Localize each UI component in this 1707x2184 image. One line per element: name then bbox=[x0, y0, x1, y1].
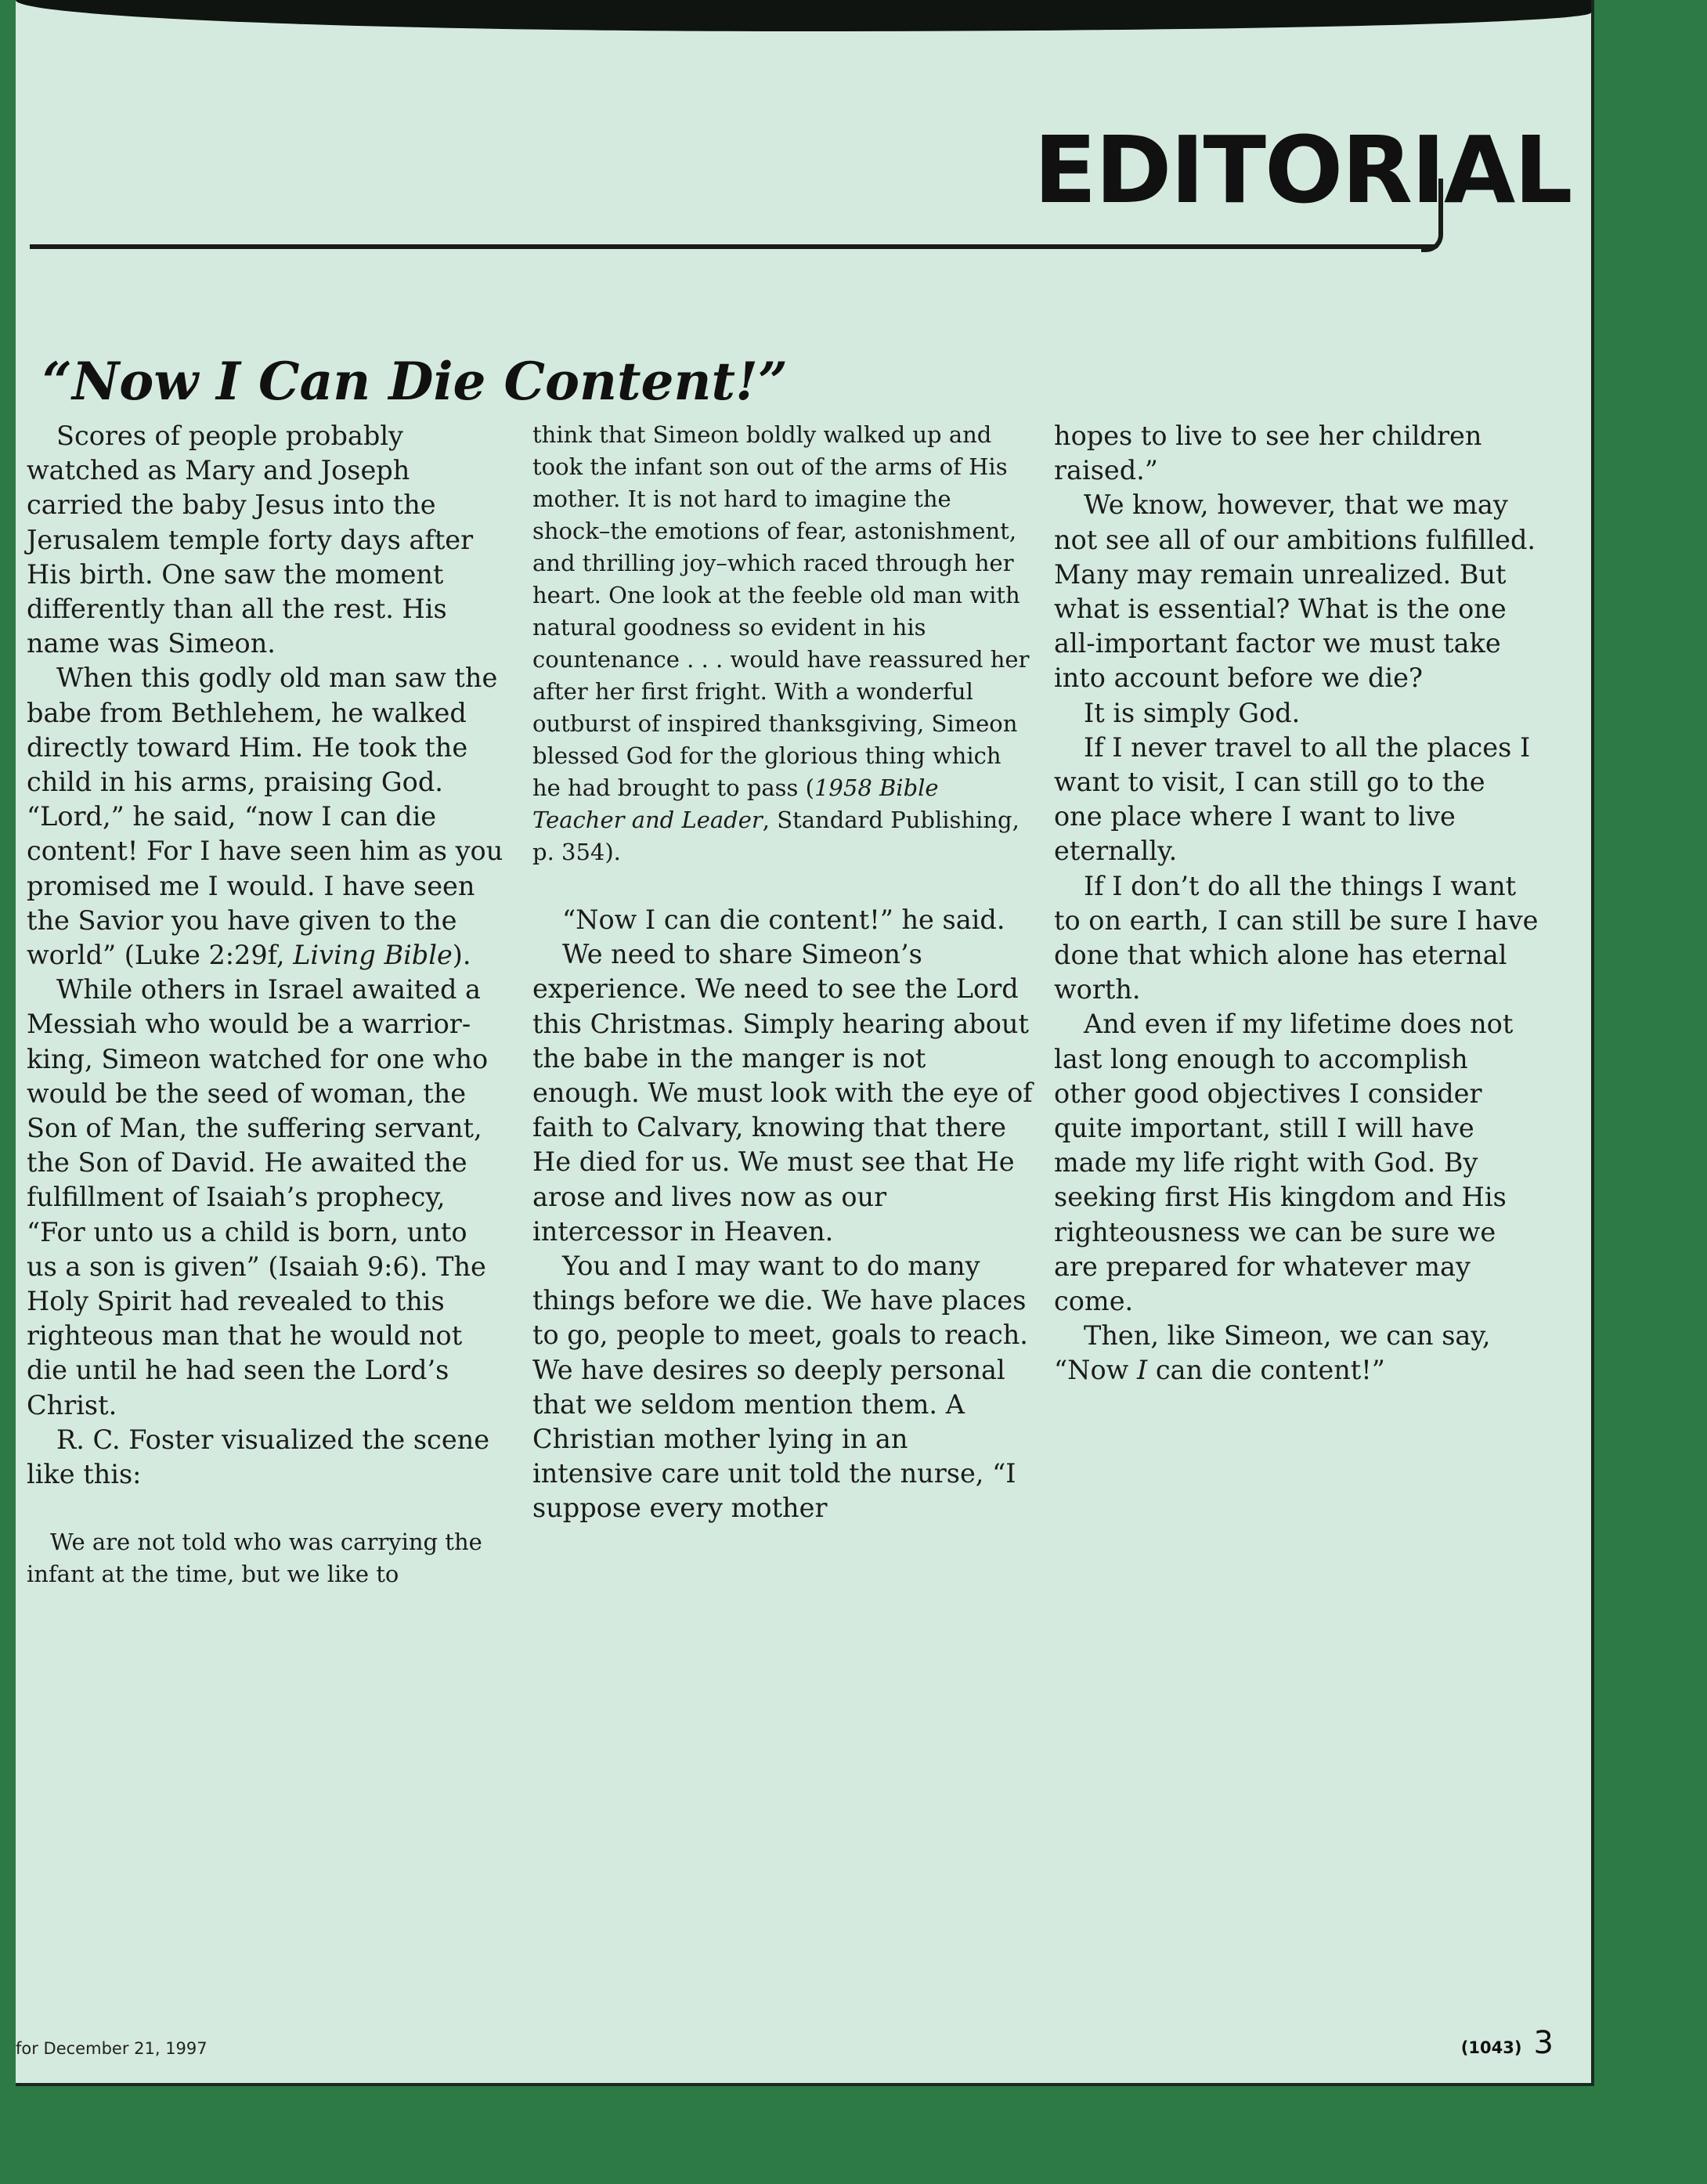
paragraph: It is simply God. bbox=[1084, 697, 1301, 728]
block-quote-start bbox=[27, 1526, 504, 1590]
paragraph bbox=[27, 661, 504, 973]
paragraph-text: can die content!” bbox=[1147, 1355, 1385, 1386]
footer-date: for December 21, 1997 bbox=[16, 2039, 208, 2058]
paragraph: We know, however, that we may not see all of our ambitions fulfilled. Many may remain unrealized. But what is essential? What is the one all-important factor we must take into account before we die? bbox=[1054, 489, 1536, 694]
paragraph: If I don’t do all the things I want to on earth, I can still be sure I have done that which alone has eternal worth. bbox=[1054, 870, 1539, 1005]
quote-text: We are not told who was carrying the infant at the time, but we like to bbox=[27, 1529, 482, 1588]
issue-code: (1043) bbox=[1460, 2038, 1522, 2057]
paragraph: And even if my lifetime does not last long enough to accomplish other good objectives I consider quite important, still I will have made my life right with God. By seeking first His kingdom and His righteousness we can be sure we are prepared for whatever may come. bbox=[1054, 1009, 1514, 1317]
paragraph: If I never travel to all the places I want to visit, I can still go to the one place where I want to live eternally. bbox=[1054, 731, 1531, 867]
column-1 bbox=[27, 419, 504, 1590]
magazine-page bbox=[16, 0, 1594, 2086]
block-quote bbox=[532, 419, 1034, 868]
paragraph: Scores of people probably watched as Mary and Joseph carried the baby Jesus into the Jerusalem temple forty days after His birth. One saw the moment differently than all the rest. His name was Simeon. bbox=[27, 421, 474, 659]
quote-text-b: , Standard Publishing, p. 354). bbox=[532, 807, 1020, 865]
paragraph-text: ). bbox=[452, 940, 471, 971]
citation: Living Bible bbox=[293, 940, 453, 971]
quote-text bbox=[532, 419, 1034, 868]
paragraph: R. C. Foster visualized the scene like this: bbox=[27, 1424, 490, 1490]
paragraph: We need to share Simeon’s experience. We need to see the Lord this Christmas. Simply hearing about the babe in the manger is not enough. We must look with the eye of faith to Calvary, knowing that there He died for us. We must see that He arose and lives now as our intercessor in Heaven. bbox=[532, 939, 1033, 1247]
emphasis: I bbox=[1136, 1355, 1148, 1386]
paragraph: While others in Israel awaited a Messiah who would be a warrior-king, Simeon watched for one who would be the seed of woman, the Son of Man, the suffering servant, the Son of David. He awaited the fulfillment of Isaiah’s prophecy, “For unto us a child is born, unto us a son is given” (Isaiah 9:6). The Holy Spirit had revealed to this righteous man that he would not die until he had seen the Lord’s Christ. bbox=[27, 974, 489, 1421]
paragraph bbox=[1054, 1319, 1539, 1388]
paragraph: hopes to live to see her children raised.” bbox=[1054, 421, 1482, 486]
quote-citation: 1958 Bible Teacher and Leader bbox=[532, 774, 939, 833]
header-rule bbox=[30, 244, 1439, 249]
page-top-shadow bbox=[16, 0, 1591, 31]
footer-page bbox=[1461, 2025, 1554, 2061]
column-2 bbox=[532, 419, 1034, 1526]
paragraph: You and I may want to do many things before we die. We have places to go, people to meet, goals to reach. We have desires so deeply personal that we seldom mention them. A Christian mother lying in an intensive care unit told the nurse, “I suppose every mother bbox=[532, 1251, 1028, 1524]
page-number: 3 bbox=[1533, 2025, 1554, 2061]
quote-text-a: think that Simeon boldly walked up and took the infant son out of the arms of His mother. It is not hard to imagine the shock–the emotions of fear, astonishment, and thrilling joy–which raced through her heart. One look at the feeble old man with natural goodness so evident in his countenance . . . would have reassured her after her first fright. With a wonderful outburst of inspired thanksgiving, Simeon blessed God for the glorious thing which he had brought to pass ( bbox=[532, 421, 1030, 801]
headline: “Now I Can Die Content!” bbox=[42, 351, 788, 412]
column-3 bbox=[1054, 419, 1539, 1388]
paragraph-text: Then, like Simeon, we can say, “Now bbox=[1054, 1320, 1491, 1386]
paragraph-text: When this godly old man saw the babe from Bethlehem, he walked directly toward Him. He took the child in his arms, praising God. “Lord,” he said, “now I can die content! For I have seen him as you promised me I would. I have seen the Savior you have given to the world” (Luke 2:29f, bbox=[27, 662, 503, 971]
section-tag: EDITORIAL bbox=[1034, 116, 1572, 224]
paragraph: “Now I can die content!” he said. bbox=[562, 904, 1005, 935]
header-hook bbox=[1421, 179, 1443, 252]
